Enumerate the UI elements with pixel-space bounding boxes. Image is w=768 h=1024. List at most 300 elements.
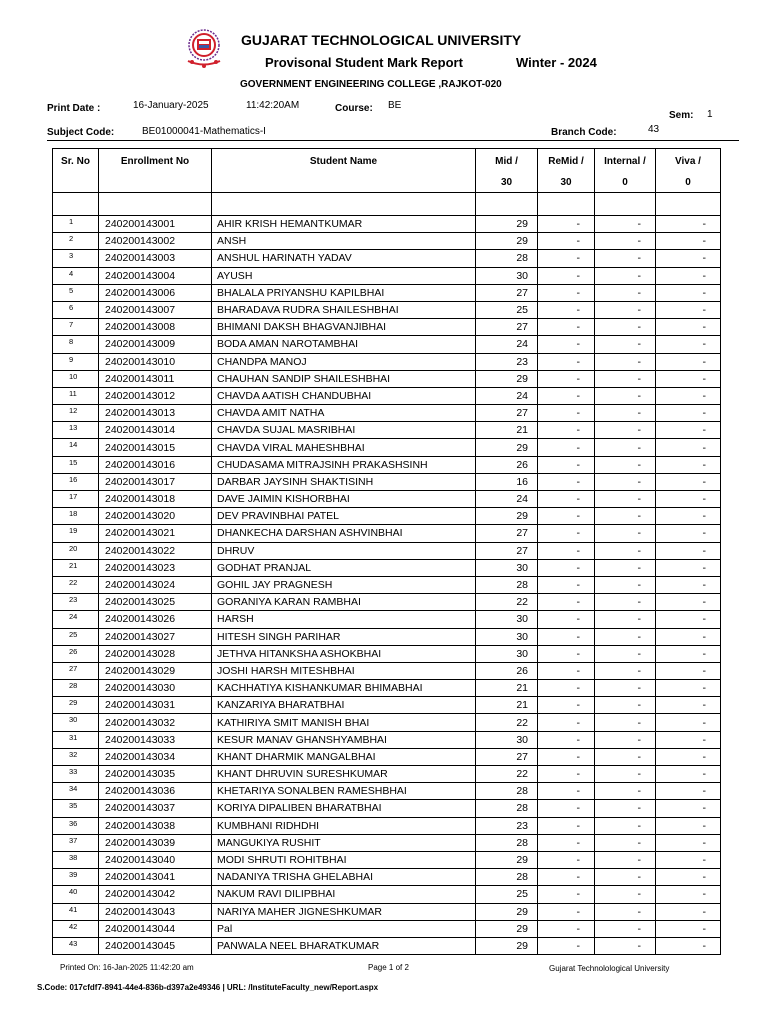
table-row: [53, 645, 721, 662]
sem-value: 1: [707, 109, 713, 120]
cell-sr: 36: [53, 817, 99, 834]
cell-viva: -: [656, 576, 721, 593]
cell-sr: 35: [53, 800, 99, 817]
cell-internal: -: [595, 353, 656, 370]
table-header-row: [53, 149, 721, 193]
cell-internal: -: [595, 628, 656, 645]
cell-enrollment: 240200143032: [99, 714, 212, 731]
cell-internal: -: [595, 903, 656, 920]
cell-sr: 22: [53, 576, 99, 593]
cell-viva: -: [656, 886, 721, 903]
cell-mid: 27: [476, 748, 538, 765]
cell-name: KATHIRIYA SMIT MANISH BHAI: [212, 714, 476, 731]
cell-enrollment: 240200143009: [99, 336, 212, 353]
table-row: [53, 267, 721, 284]
table-row: [53, 542, 721, 559]
college-name: GOVERNMENT ENGINEERING COLLEGE ,RAJKOT-020: [240, 79, 502, 90]
cell-sr: 31: [53, 731, 99, 748]
cell-viva: -: [656, 439, 721, 456]
printed-on: Printed On: 16-Jan-2025 11:42:20 am: [60, 963, 194, 972]
cell-internal: -: [595, 439, 656, 456]
cell-internal: -: [595, 267, 656, 284]
cell-internal: -: [595, 834, 656, 851]
cell-remid: -: [538, 611, 595, 628]
cell-sr: 20: [53, 542, 99, 559]
cell-name: ANSHUL HARINATH YADAV: [212, 250, 476, 267]
cell-enrollment: 240200143021: [99, 525, 212, 542]
cell-name: BHIMANI DAKSH BHAGVANJIBHAI: [212, 319, 476, 336]
cell-mid: 30: [476, 559, 538, 576]
cell-name: NADANIYA TRISHA GHELABHAI: [212, 869, 476, 886]
table-row: [53, 834, 721, 851]
cell-sr: 21: [53, 559, 99, 576]
cell-name: DEV PRAVINBHAI PATEL: [212, 508, 476, 525]
cell-enrollment: 240200143031: [99, 697, 212, 714]
cell-remid: -: [538, 559, 595, 576]
cell-viva: -: [656, 336, 721, 353]
cell-remid: -: [538, 491, 595, 508]
table-row: [53, 594, 721, 611]
cell-remid: -: [538, 920, 595, 937]
cell-enrollment: 240200143030: [99, 680, 212, 697]
cell-viva: -: [656, 937, 721, 954]
cell-name: HITESH SINGH PARIHAR: [212, 628, 476, 645]
cell-viva: -: [656, 422, 721, 439]
cell-name: DHRUV: [212, 542, 476, 559]
cell-enrollment: 240200143007: [99, 301, 212, 318]
table-row: [53, 405, 721, 422]
cell-sr: 26: [53, 645, 99, 662]
cell-mid: 30: [476, 611, 538, 628]
col-header: Student Name: [212, 149, 476, 193]
cell-mid: 30: [476, 645, 538, 662]
cell-mid: 22: [476, 714, 538, 731]
cell-remid: -: [538, 525, 595, 542]
cell-sr: 27: [53, 662, 99, 679]
cell-remid: -: [538, 267, 595, 284]
cell-mid: 26: [476, 662, 538, 679]
cell-name: KACHHATIYA KISHANKUMAR BHIMABHAI: [212, 680, 476, 697]
cell-enrollment: 240200143002: [99, 233, 212, 250]
marks-table: [52, 148, 721, 955]
table-row: [53, 387, 721, 404]
cell-enrollment: 240200143012: [99, 387, 212, 404]
table-row: [53, 525, 721, 542]
cell-viva: -: [656, 387, 721, 404]
course-value: BE: [388, 100, 402, 111]
cell-mid: 21: [476, 697, 538, 714]
cell-name: JOSHI HARSH MITESHBHAI: [212, 662, 476, 679]
cell-sr: 17: [53, 491, 99, 508]
cell-remid: -: [538, 886, 595, 903]
cell-internal: -: [595, 233, 656, 250]
cell-enrollment: 240200143013: [99, 405, 212, 422]
cell-enrollment: 240200143036: [99, 783, 212, 800]
cell-viva: -: [656, 508, 721, 525]
col-header: Enrollment No: [99, 149, 212, 193]
cell-name: DARBAR JAYSINH SHAKTISINH: [212, 473, 476, 490]
cell-enrollment: 240200143018: [99, 491, 212, 508]
cell-enrollment: 240200143011: [99, 370, 212, 387]
cell-sr: 38: [53, 851, 99, 868]
cell-enrollment: 240200143035: [99, 766, 212, 783]
cell-enrollment: 240200143029: [99, 662, 212, 679]
cell-remid: -: [538, 576, 595, 593]
cell-enrollment: 240200143034: [99, 748, 212, 765]
table-row: [53, 473, 721, 490]
table-row: [53, 422, 721, 439]
cell-remid: -: [538, 233, 595, 250]
cell-internal: -: [595, 800, 656, 817]
report-title: Provisonal Student Mark Report: [265, 55, 463, 70]
cell-name: CHANDPA MANOJ: [212, 353, 476, 370]
cell-remid: -: [538, 851, 595, 868]
cell-viva: -: [656, 766, 721, 783]
cell-mid: 23: [476, 817, 538, 834]
cell-sr: 15: [53, 456, 99, 473]
cell-mid: 24: [476, 336, 538, 353]
cell-mid: 24: [476, 387, 538, 404]
cell-remid: -: [538, 250, 595, 267]
cell-mid: 27: [476, 542, 538, 559]
cell-internal: -: [595, 336, 656, 353]
cell-viva: -: [656, 869, 721, 886]
cell-remid: -: [538, 439, 595, 456]
subject-code: BE01000041-Mathematics-I: [142, 126, 266, 137]
table-row: [53, 783, 721, 800]
cell-mid: 16: [476, 473, 538, 490]
cell-viva: -: [656, 628, 721, 645]
cell-mid: 25: [476, 886, 538, 903]
cell-viva: -: [656, 731, 721, 748]
cell-enrollment: 240200143014: [99, 422, 212, 439]
table-row: [53, 628, 721, 645]
cell-internal: -: [595, 387, 656, 404]
cell-viva: -: [656, 267, 721, 284]
cell-internal: -: [595, 456, 656, 473]
table-row: [53, 903, 721, 920]
cell-viva: -: [656, 834, 721, 851]
cell-sr: 13: [53, 422, 99, 439]
table-row: [53, 680, 721, 697]
cell-name: BHALALA PRIYANSHU KAPILBHAI: [212, 284, 476, 301]
cell-mid: 23: [476, 353, 538, 370]
cell-remid: -: [538, 645, 595, 662]
cell-sr: 6: [53, 301, 99, 318]
cell-enrollment: 240200143042: [99, 886, 212, 903]
branch-code: 43: [648, 124, 660, 135]
cell-remid: -: [538, 456, 595, 473]
cell-viva: -: [656, 851, 721, 868]
cell-mid: 29: [476, 937, 538, 954]
cell-viva: -: [656, 680, 721, 697]
cell-enrollment: 240200143026: [99, 611, 212, 628]
cell-name: Pal: [212, 920, 476, 937]
cell-name: GODHAT PRANJAL: [212, 559, 476, 576]
cell-mid: 29: [476, 920, 538, 937]
cell-remid: -: [538, 422, 595, 439]
cell-name: NARIYA MAHER JIGNESHKUMAR: [212, 903, 476, 920]
cell-mid: 21: [476, 680, 538, 697]
table-row: [53, 284, 721, 301]
cell-name: JETHVA HITANKSHA ASHOKBHAI: [212, 645, 476, 662]
cell-remid: -: [538, 542, 595, 559]
cell-mid: 27: [476, 405, 538, 422]
cell-internal: -: [595, 216, 656, 233]
table-row: [53, 456, 721, 473]
cell-enrollment: 240200143043: [99, 903, 212, 920]
cell-enrollment: 240200143010: [99, 353, 212, 370]
cell-name: CHAVDA SUJAL MASRIBHAI: [212, 422, 476, 439]
exam-season: Winter - 2024: [516, 55, 597, 70]
cell-name: GOHIL JAY PRAGNESH: [212, 576, 476, 593]
cell-viva: -: [656, 525, 721, 542]
cell-remid: -: [538, 834, 595, 851]
cell-viva: -: [656, 748, 721, 765]
cell-enrollment: 240200143015: [99, 439, 212, 456]
cell-internal: -: [595, 542, 656, 559]
cell-viva: -: [656, 473, 721, 490]
cell-mid: 27: [476, 319, 538, 336]
cell-name: MANGUKIYA RUSHIT: [212, 834, 476, 851]
table-row: [53, 508, 721, 525]
cell-enrollment: 240200143033: [99, 731, 212, 748]
cell-viva: -: [656, 491, 721, 508]
table-row: [53, 439, 721, 456]
cell-mid: 27: [476, 284, 538, 301]
cell-internal: -: [595, 680, 656, 697]
cell-name: CHAVDA AMIT NATHA: [212, 405, 476, 422]
cell-internal: -: [595, 525, 656, 542]
cell-enrollment: 240200143039: [99, 834, 212, 851]
table-row: [53, 697, 721, 714]
cell-name: DAVE JAIMIN KISHORBHAI: [212, 491, 476, 508]
cell-mid: 21: [476, 422, 538, 439]
cell-viva: -: [656, 542, 721, 559]
cell-sr: 23: [53, 594, 99, 611]
cell-viva: -: [656, 301, 721, 318]
cell-remid: -: [538, 869, 595, 886]
cell-internal: -: [595, 559, 656, 576]
cell-mid: 30: [476, 731, 538, 748]
table-row: [53, 216, 721, 233]
cell-remid: -: [538, 714, 595, 731]
university-name: GUJARAT TECHNOLOGICAL UNIVERSITY: [241, 32, 522, 48]
cell-sr: 24: [53, 611, 99, 628]
cell-sr: 7: [53, 319, 99, 336]
cell-internal: -: [595, 594, 656, 611]
table-row: [53, 319, 721, 336]
cell-sr: 41: [53, 903, 99, 920]
cell-internal: -: [595, 886, 656, 903]
cell-viva: -: [656, 370, 721, 387]
cell-remid: -: [538, 370, 595, 387]
cell-enrollment: 240200143006: [99, 284, 212, 301]
table-row: [53, 491, 721, 508]
cell-remid: -: [538, 697, 595, 714]
table-row: [53, 937, 721, 954]
cell-internal: -: [595, 662, 656, 679]
cell-remid: -: [538, 783, 595, 800]
cell-internal: -: [595, 508, 656, 525]
cell-sr: 11: [53, 387, 99, 404]
cell-viva: -: [656, 611, 721, 628]
cell-name: KHANT DHARMIK MANGALBHAI: [212, 748, 476, 765]
table-row: [53, 611, 721, 628]
cell-remid: -: [538, 903, 595, 920]
cell-sr: 40: [53, 886, 99, 903]
cell-sr: 4: [53, 267, 99, 284]
cell-sr: 9: [53, 353, 99, 370]
cell-internal: -: [595, 851, 656, 868]
cell-sr: 1: [53, 216, 99, 233]
cell-internal: -: [595, 250, 656, 267]
cell-enrollment: 240200143023: [99, 559, 212, 576]
cell-enrollment: 240200143020: [99, 508, 212, 525]
cell-viva: -: [656, 697, 721, 714]
print-time: 11:42:20AM: [246, 100, 300, 111]
cell-viva: -: [656, 405, 721, 422]
cell-viva: -: [656, 216, 721, 233]
cell-name: AHIR KRISH HEMANTKUMAR: [212, 216, 476, 233]
cell-viva: -: [656, 714, 721, 731]
cell-internal: -: [595, 697, 656, 714]
sem-label: Sem:: [669, 110, 694, 121]
cell-name: PANWALA NEEL BHARATKUMAR: [212, 937, 476, 954]
cell-remid: -: [538, 731, 595, 748]
cell-mid: 27: [476, 525, 538, 542]
cell-enrollment: 240200143025: [99, 594, 212, 611]
cell-internal: -: [595, 783, 656, 800]
table-row: [53, 869, 721, 886]
table-row: [53, 576, 721, 593]
cell-internal: -: [595, 869, 656, 886]
cell-name: KORIYA DIPALIBEN BHARATBHAI: [212, 800, 476, 817]
cell-name: GORANIYA KARAN RAMBHAI: [212, 594, 476, 611]
cell-remid: -: [538, 662, 595, 679]
cell-mid: 28: [476, 834, 538, 851]
cell-name: CHAVDA AATISH CHANDUBHAI: [212, 387, 476, 404]
header-divider: [47, 140, 739, 141]
cell-sr: 2: [53, 233, 99, 250]
cell-name: NAKUM RAVI DILIPBHAI: [212, 886, 476, 903]
cell-viva: -: [656, 903, 721, 920]
table-row: [53, 250, 721, 267]
cell-mid: 29: [476, 216, 538, 233]
cell-enrollment: 240200143027: [99, 628, 212, 645]
cell-remid: -: [538, 680, 595, 697]
cell-enrollment: 240200143045: [99, 937, 212, 954]
cell-sr: 39: [53, 869, 99, 886]
cell-sr: 14: [53, 439, 99, 456]
col-header: Sr. No: [53, 149, 99, 193]
col-header: Mid / 30: [476, 149, 538, 193]
print-date: 16-January-2025: [133, 100, 209, 111]
cell-name: KANZARIYA BHARATBHAI: [212, 697, 476, 714]
cell-internal: -: [595, 422, 656, 439]
cell-viva: -: [656, 920, 721, 937]
cell-viva: -: [656, 559, 721, 576]
cell-viva: -: [656, 783, 721, 800]
cell-viva: -: [656, 662, 721, 679]
cell-mid: 30: [476, 267, 538, 284]
cell-enrollment: 240200143038: [99, 817, 212, 834]
page-number: Page 1 of 2: [368, 963, 409, 972]
cell-internal: -: [595, 370, 656, 387]
cell-remid: -: [538, 405, 595, 422]
gtu-logo-icon: [181, 28, 227, 70]
cell-mid: 28: [476, 783, 538, 800]
cell-sr: 29: [53, 697, 99, 714]
cell-sr: 18: [53, 508, 99, 525]
table-row: [53, 233, 721, 250]
cell-internal: -: [595, 576, 656, 593]
cell-internal: -: [595, 645, 656, 662]
cell-internal: -: [595, 731, 656, 748]
cell-remid: -: [538, 216, 595, 233]
cell-name: KUMBHANI RIDHDHI: [212, 817, 476, 834]
cell-viva: -: [656, 800, 721, 817]
cell-viva: -: [656, 353, 721, 370]
cell-remid: -: [538, 301, 595, 318]
cell-remid: -: [538, 473, 595, 490]
cell-viva: -: [656, 456, 721, 473]
cell-sr: 30: [53, 714, 99, 731]
cell-sr: 3: [53, 250, 99, 267]
cell-mid: 29: [476, 370, 538, 387]
cell-internal: -: [595, 748, 656, 765]
cell-sr: 25: [53, 628, 99, 645]
cell-viva: -: [656, 284, 721, 301]
col-header: ReMid / 30: [538, 149, 595, 193]
cell-internal: -: [595, 920, 656, 937]
cell-internal: -: [595, 284, 656, 301]
cell-sr: 19: [53, 525, 99, 542]
cell-name: ANSH: [212, 233, 476, 250]
cell-name: KESUR MANAV GHANSHYAMBHAI: [212, 731, 476, 748]
cell-sr: 32: [53, 748, 99, 765]
cell-mid: 29: [476, 851, 538, 868]
cell-remid: -: [538, 336, 595, 353]
cell-enrollment: 240200143004: [99, 267, 212, 284]
cell-mid: 29: [476, 903, 538, 920]
cell-name: KHANT DHRUVIN SURESHKUMAR: [212, 766, 476, 783]
cell-remid: -: [538, 353, 595, 370]
cell-sr: 42: [53, 920, 99, 937]
cell-name: BHARADAVA RUDRA SHAILESHBHAI: [212, 301, 476, 318]
cell-internal: -: [595, 714, 656, 731]
table-row: [53, 559, 721, 576]
cell-mid: 22: [476, 766, 538, 783]
cell-mid: 29: [476, 508, 538, 525]
cell-name: HARSH: [212, 611, 476, 628]
cell-viva: -: [656, 233, 721, 250]
spacer-row: [53, 193, 721, 216]
cell-enrollment: 240200143044: [99, 920, 212, 937]
cell-enrollment: 240200143016: [99, 456, 212, 473]
cell-remid: -: [538, 284, 595, 301]
cell-remid: -: [538, 508, 595, 525]
cell-sr: 34: [53, 783, 99, 800]
cell-enrollment: 240200143008: [99, 319, 212, 336]
cell-sr: 16: [53, 473, 99, 490]
table-row: [53, 714, 721, 731]
cell-name: CHAVDA VIRAL MAHESHBHAI: [212, 439, 476, 456]
cell-name: BODA AMAN NAROTAMBHAI: [212, 336, 476, 353]
cell-mid: 26: [476, 456, 538, 473]
cell-mid: 28: [476, 869, 538, 886]
cell-sr: 8: [53, 336, 99, 353]
